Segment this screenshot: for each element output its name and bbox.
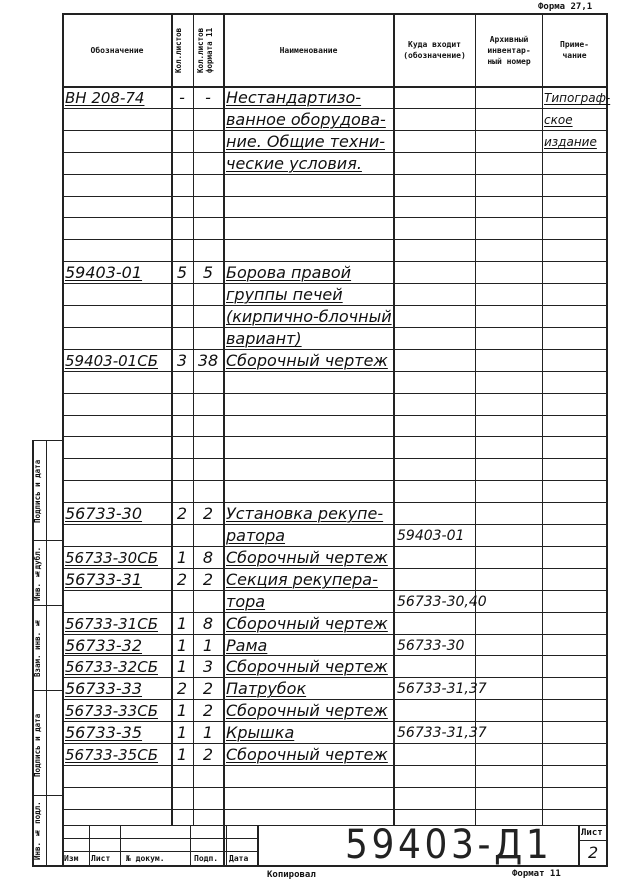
cell-format: 1	[202, 723, 214, 742]
side-strip-top	[32, 440, 62, 441]
table-row-line	[62, 283, 607, 284]
cell-sheets: 5	[176, 263, 188, 282]
cell-where: 56733-31,37	[397, 725, 487, 741]
cell-name: Сборочный чертеж	[226, 701, 388, 720]
col-line-5	[475, 13, 476, 825]
title-sheet-number: 2	[588, 843, 599, 862]
title-sub-2	[62, 851, 257, 852]
cell-designation: 56733-33	[65, 679, 143, 698]
side-sep-2	[32, 605, 62, 606]
cell-where: 56733-30	[397, 638, 465, 654]
col-line-3	[223, 13, 225, 865]
table-row-line	[62, 261, 607, 262]
cell-name: группы печей	[226, 285, 343, 304]
cell-sheets: 2	[176, 679, 188, 698]
table-row-line	[62, 436, 607, 437]
document-number: 59403-Д1	[345, 822, 553, 868]
cell-format: 5	[202, 263, 214, 282]
cell-designation: 59403-01	[65, 263, 143, 282]
title-col-1	[89, 825, 90, 865]
cell-sheets: 3	[176, 351, 188, 370]
table-row-line	[62, 371, 607, 372]
title-col-4	[226, 825, 227, 865]
title-col-5	[257, 825, 259, 865]
cell-sheets: 1	[176, 614, 188, 633]
cell-name: Установка рекупе-	[226, 504, 384, 523]
title-col-3	[190, 825, 191, 865]
table-row-line	[62, 152, 607, 153]
table-row-line	[62, 546, 607, 547]
table-row-line	[62, 765, 607, 766]
side-sep-3	[32, 690, 62, 691]
table-row-line	[62, 480, 607, 481]
cell-designation: 56733-30	[65, 504, 143, 523]
title-sub-1	[62, 838, 257, 839]
table-row-line	[62, 239, 607, 240]
cell-sheets: 1	[176, 701, 188, 720]
cell-name: Сборочный чертеж	[226, 745, 388, 764]
title-col-6	[578, 825, 580, 865]
table-row-line	[62, 590, 607, 591]
footer-format: Формат 11	[512, 869, 561, 879]
cell-sheets: 1	[176, 657, 188, 676]
header-archive-number: Архивный инвентар- ный номер	[487, 34, 531, 66]
cell-format: 2	[202, 570, 214, 589]
table-row-line	[62, 130, 607, 131]
table-row-line	[62, 217, 607, 218]
table-row-line	[62, 568, 607, 569]
table-row-line	[62, 415, 607, 416]
cell-name: Рама	[226, 636, 268, 655]
header-sheets-format: Кол.листов формата 11	[196, 27, 214, 73]
cell-sheets: 1	[176, 745, 188, 764]
cell-designation: ВН 208-74	[65, 89, 145, 107]
cell-where: 56733-30,40	[397, 594, 487, 610]
cell-designation: 56733-32	[65, 636, 143, 655]
cell-name: Сборочный чертеж	[226, 351, 388, 370]
title-col-change: Изм	[64, 854, 79, 863]
cell-designation: 56733-32СБ	[65, 658, 158, 676]
cell-name: тора	[226, 592, 266, 611]
side-strip-mid	[46, 440, 47, 865]
table-row-line	[62, 809, 607, 810]
cell-name: Сборочный чертеж	[226, 548, 388, 567]
cell-sheets: 2	[176, 504, 188, 523]
cell-format: -	[205, 88, 211, 107]
table-row-line	[62, 743, 607, 744]
cell-format: 38	[197, 351, 219, 370]
table-row-line	[62, 634, 607, 635]
header-where-used: Куда входит (обозначение)	[403, 40, 466, 60]
form-label: Форма 27,1	[538, 2, 593, 12]
table-row-line	[62, 721, 607, 722]
cell-name: ние. Общие техни-	[226, 132, 385, 151]
cell-format: 2	[202, 679, 214, 698]
table-row-line	[62, 196, 607, 197]
title-col-sign: Подп.	[194, 854, 219, 863]
table-row-line	[62, 108, 607, 109]
cell-format: 8	[202, 614, 214, 633]
table-row-line	[62, 612, 607, 613]
title-col-doc: № докум.	[126, 854, 165, 863]
header-designation: Обозначение	[90, 45, 144, 55]
table-row-line	[62, 174, 607, 175]
header-name: Наименование	[279, 45, 338, 55]
table-row-line	[62, 393, 607, 394]
cell-designation: 59403-01СБ	[65, 352, 158, 370]
cell-sheets: 1	[176, 723, 188, 742]
side-label-sign-date-bottom: Подпись и дата	[33, 713, 42, 777]
side-sep-4	[32, 795, 62, 796]
side-sep-1	[32, 540, 62, 541]
cell-designation: 56733-31СБ	[65, 615, 158, 633]
cell-name: Крышка	[226, 723, 295, 742]
table-row-line	[62, 677, 607, 678]
cell-note: ское	[544, 113, 573, 127]
side-label-replace-inv: Взам. инв. №	[33, 618, 42, 678]
cell-name: Нестандартизо-	[226, 88, 362, 107]
cell-designation: 56733-30СБ	[65, 549, 158, 567]
cell-format: 1	[202, 636, 214, 655]
cell-designation: 56733-31	[65, 570, 143, 589]
cell-name: (кирпично-блочный	[226, 307, 392, 326]
table-row-line	[62, 305, 607, 306]
cell-sheets: 1	[176, 636, 188, 655]
title-col-date: Дата	[229, 854, 249, 863]
cell-name: Патрубок	[226, 679, 307, 698]
table-row-line	[62, 787, 607, 788]
cell-name: ванное оборудова-	[226, 110, 386, 129]
cell-format: 2	[202, 504, 214, 523]
title-sheet-sep	[578, 840, 607, 841]
table-row-line	[62, 349, 607, 350]
cell-sheets: 2	[176, 570, 188, 589]
cell-name: вариант)	[226, 329, 302, 348]
table-row-line	[62, 524, 607, 525]
side-label-sign-date-top: Подпись и дата	[33, 459, 42, 523]
cell-note: издание	[544, 135, 597, 149]
col-line-2	[193, 13, 194, 825]
header-note: Приме- чание	[560, 40, 589, 60]
cell-format: 8	[202, 548, 214, 567]
table-row-line	[62, 699, 607, 700]
cell-designation: 56733-35СБ	[65, 746, 158, 764]
title-col-2	[120, 825, 121, 865]
side-label-orig-inv: Инв. № подл.	[33, 801, 42, 861]
cell-designation: 56733-35	[65, 723, 143, 742]
cell-name: Сборочный чертеж	[226, 614, 388, 633]
cell-name: Борова правой	[226, 263, 352, 282]
header-sheets-count: Кол.листов	[174, 27, 183, 73]
cell-sheets: -	[179, 88, 185, 107]
cell-format: 3	[202, 657, 214, 676]
col-line-6	[542, 13, 543, 825]
cell-where: 56733-31,37	[397, 681, 487, 697]
table-row-line	[62, 502, 607, 503]
cell-sheets: 1	[176, 548, 188, 567]
title-col-sheet: Лист	[91, 854, 111, 863]
table-row-line	[62, 458, 607, 459]
title-sheet-label: Лист	[581, 828, 603, 838]
table-row-line	[62, 327, 607, 328]
cell-name: Сборочный чертеж	[226, 657, 388, 676]
cell-name: ратора	[226, 526, 286, 545]
footer-copied: Копировал	[267, 870, 316, 880]
cell-where: 59403-01	[397, 528, 465, 544]
cell-name: Секция рекупера-	[226, 570, 378, 589]
frame-right	[606, 13, 608, 865]
cell-designation: 56733-33СБ	[65, 702, 158, 720]
table-row-line	[62, 655, 607, 656]
cell-name: ческие условия.	[226, 154, 362, 173]
cell-note: Типограф-	[544, 91, 611, 105]
frame-left	[62, 13, 64, 865]
cell-format: 2	[202, 701, 214, 720]
side-label-dup-inv: Инв. №дубл.	[33, 546, 42, 602]
cell-format: 2	[202, 745, 214, 764]
